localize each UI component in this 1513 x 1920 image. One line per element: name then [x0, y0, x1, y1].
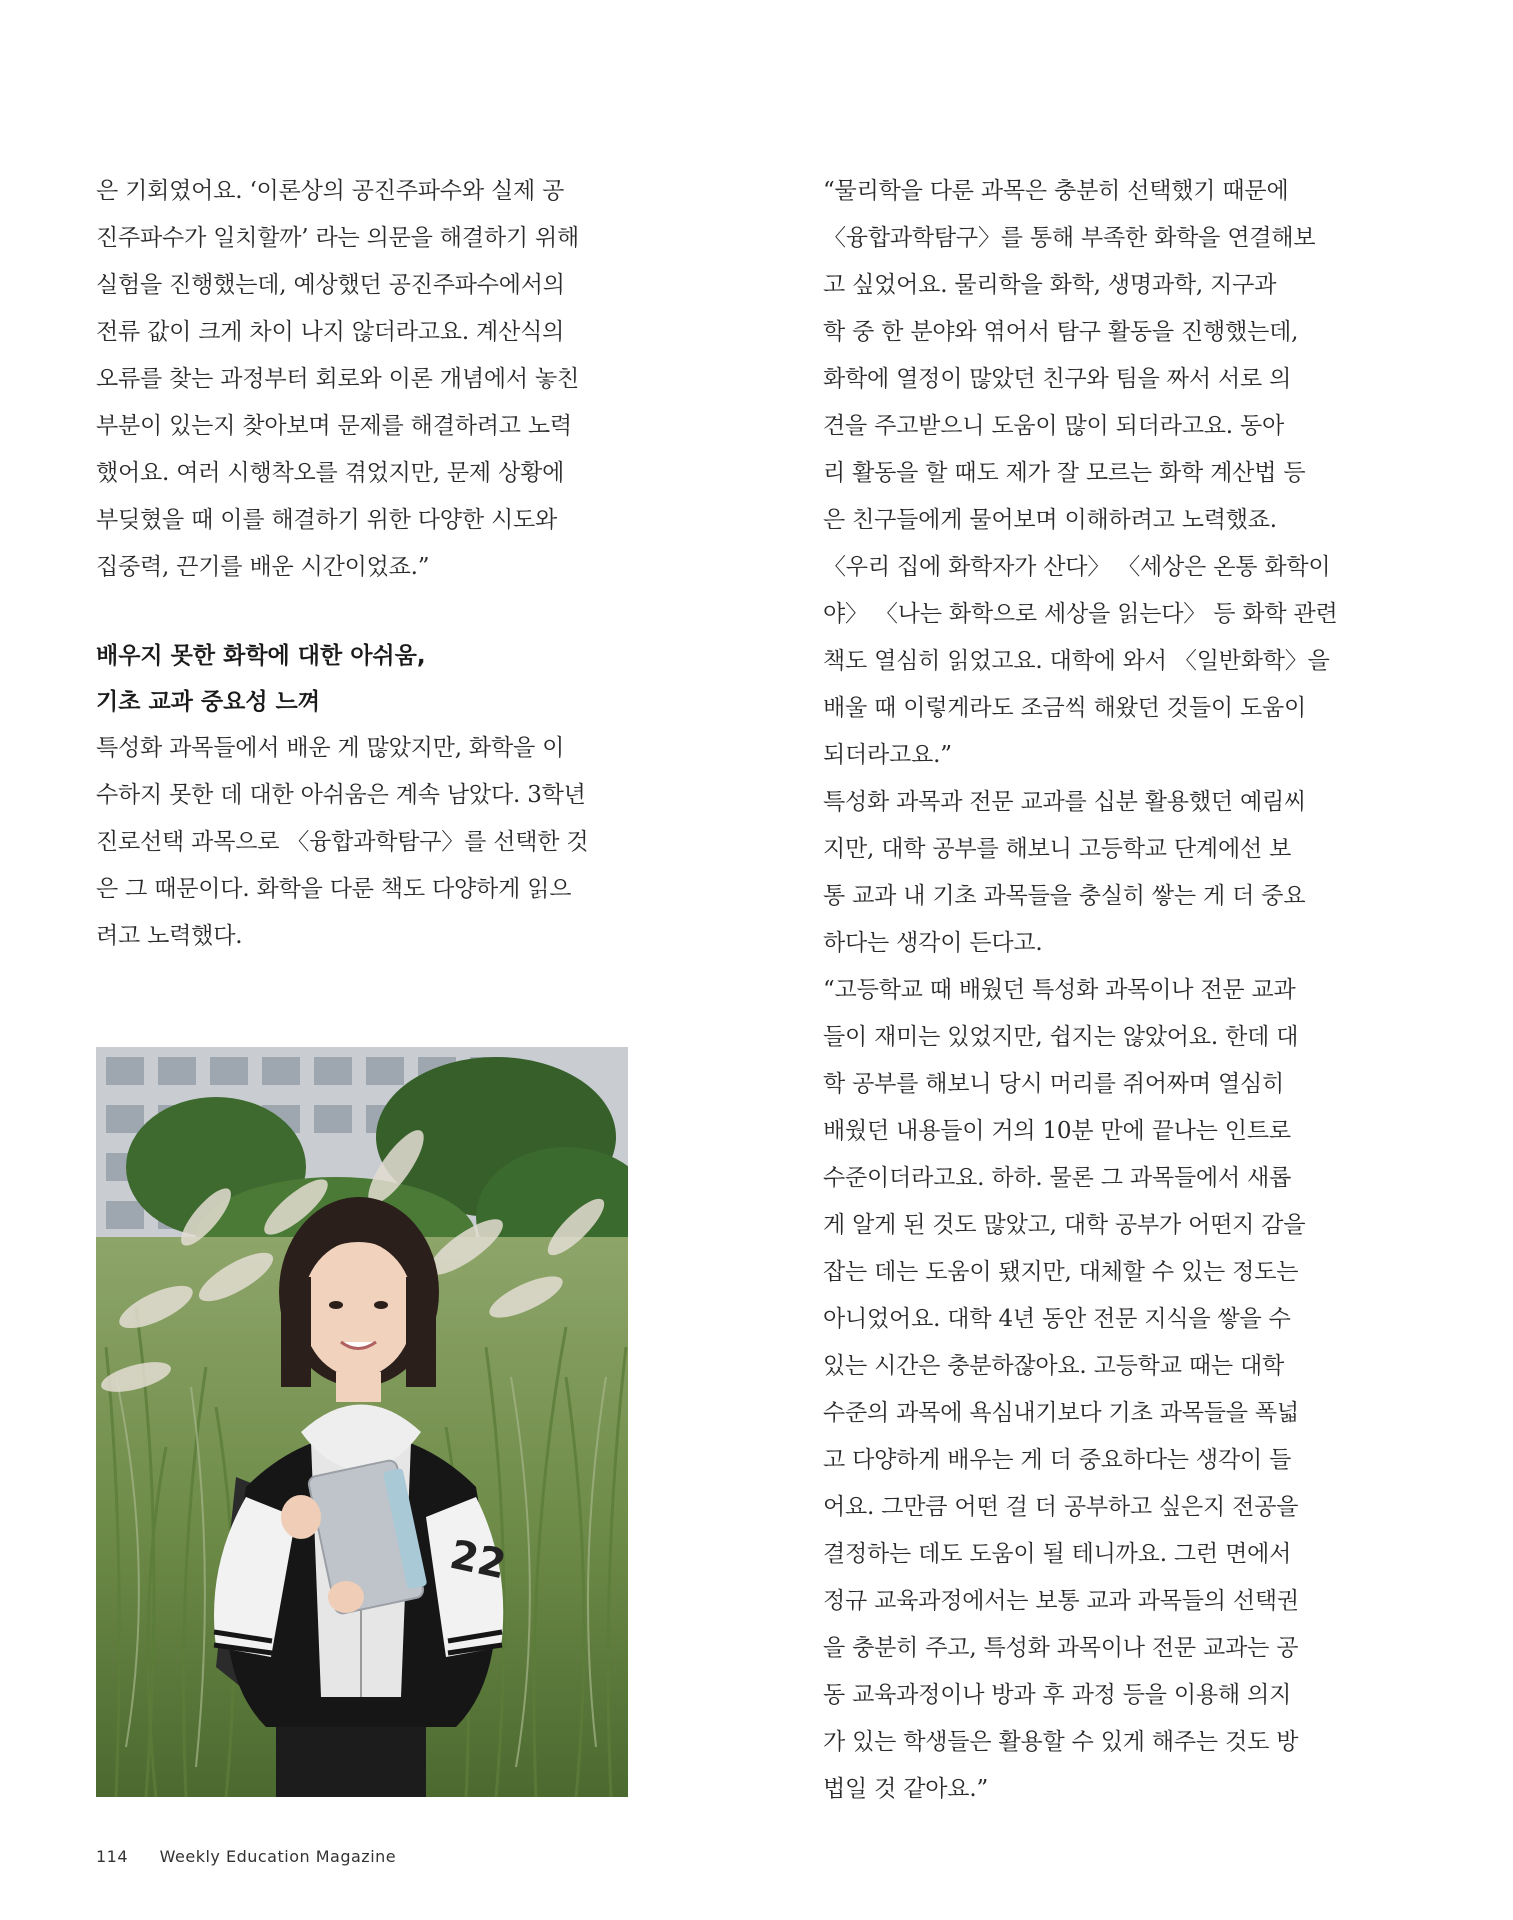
- text-line: 려고 노력했다.: [96, 923, 243, 949]
- text-line: 되더라고요.”: [823, 742, 952, 768]
- text-line: 〈우리 집에 화학자가 산다〉 〈세상은 온통 화학이: [823, 554, 1331, 580]
- text-line: 통 교과 내 기초 과목들을 충실히 쌓는 게 더 중요: [823, 883, 1306, 909]
- quote-paragraph: [823, 168, 1356, 779]
- text-line: 화학에 열정이 많았던 친구와 팀을 짜서 서로 의: [823, 366, 1292, 392]
- text-line: 〈융합과학탐구〉를 통해 부족한 화학을 연결해보: [823, 225, 1316, 251]
- body-paragraph: [96, 725, 628, 960]
- body-paragraph: [823, 779, 1356, 967]
- text-line: 정규 교육과정에서는 보통 교과 과목들의 선택권: [823, 1588, 1299, 1614]
- text-line: 결정하는 데도 도움이 될 테니까요. 그런 면에서: [823, 1541, 1292, 1567]
- text-line: 집중력, 끈기를 배운 시간이었죠.”: [96, 554, 430, 580]
- left-column: [96, 168, 628, 960]
- text-line: 책도 열심히 읽었고요. 대학에 와서 〈일반화학〉을: [823, 648, 1330, 674]
- section-subheading: [96, 633, 628, 725]
- quote-paragraph: [96, 168, 628, 591]
- text-line: 견을 주고받으니 도움이 많이 되더라고요. 동아: [823, 413, 1285, 439]
- text-line: 은 그 때문이다. 화학을 다룬 책도 다양하게 읽으: [96, 876, 572, 902]
- text-line: 게 알게 된 것도 많았고, 대학 공부가 어떤지 감을: [823, 1212, 1306, 1238]
- text-line: 수준이더라고요. 하하. 물론 그 과목들에서 새롭: [823, 1165, 1292, 1191]
- text-line: 아니었어요. 대학 4년 동안 전문 지식을 쌓을 수: [823, 1306, 1291, 1332]
- text-line: 은 기회였어요. ‘이론상의 공진주파수와 실제 공: [96, 178, 565, 204]
- text-line: 고 다양하게 배우는 게 더 중요하다는 생각이 들: [823, 1447, 1292, 1473]
- page-footer: [96, 1847, 396, 1866]
- text-line: 고 싶었어요. 물리학을 화학, 생명과학, 지구과: [823, 272, 1277, 298]
- text-line: 수하지 못한 데 대한 아쉬움은 계속 남았다. 3학년: [96, 782, 586, 808]
- text-line: 했어요. 여러 시행착오를 겪었지만, 문제 상황에: [96, 460, 565, 486]
- subheading-line: 배우지 못한 화학에 대한 아쉬움,: [96, 643, 426, 669]
- text-line: 들이 재미는 있었지만, 쉽지는 않았어요. 한데 대: [823, 1024, 1299, 1050]
- text-line: 야〉 〈나는 화학으로 세상을 읽는다〉 등 화학 관련: [823, 601, 1338, 627]
- text-line: 어요. 그만큼 어떤 걸 더 공부하고 싶은지 전공을: [823, 1494, 1299, 1520]
- text-line: 리 활동을 할 때도 제가 잘 모르는 화학 계산법 등: [823, 460, 1306, 486]
- text-line: 오류를 찾는 과정부터 회로와 이론 개념에서 놓친: [96, 366, 580, 392]
- right-column: [823, 168, 1356, 1813]
- subheading-line: 기초 교과 중요성 느껴: [96, 689, 320, 715]
- text-line: 특성화 과목과 전문 교과를 십분 활용했던 예림씨: [823, 789, 1307, 815]
- text-line: 가 있는 학생들은 활용할 수 있게 해주는 것도 방: [823, 1729, 1299, 1755]
- text-line: 지만, 대학 공부를 해보니 고등학교 단계에선 보: [823, 836, 1292, 862]
- text-line: “물리학을 다룬 과목은 충분히 선택했기 때문에: [823, 178, 1289, 204]
- text-line: 배웠던 내용들이 거의 10분 만에 끝나는 인트로: [823, 1118, 1291, 1144]
- page-number: 114: [96, 1847, 129, 1866]
- text-line: 학 중 한 분야와 엮어서 탐구 활동을 진행했는데,: [823, 319, 1299, 345]
- jacket-number: 22: [445, 1531, 510, 1589]
- text-line: 실험을 진행했는데, 예상했던 공진주파수에서의: [96, 272, 565, 298]
- quote-paragraph: [823, 967, 1356, 1813]
- text-line: 부딪혔을 때 이를 해결하기 위한 다양한 시도와: [96, 507, 558, 533]
- text-line: 전류 값이 크게 차이 나지 않더라고요. 계산식의: [96, 319, 565, 345]
- text-line: 배울 때 이렇게라도 조금씩 해왔던 것들이 도움이: [823, 695, 1307, 721]
- text-line: 진주파수가 일치할까’ 라는 의문을 해결하기 위해: [96, 225, 580, 251]
- text-line: 하다는 생각이 든다고.: [823, 930, 1043, 956]
- text-line: 동 교육과정이나 방과 후 과정 등을 이용해 의지: [823, 1682, 1292, 1708]
- text-line: 을 충분히 주고, 특성화 과목이나 전문 교과는 공: [823, 1635, 1299, 1661]
- text-line: 진로선택 과목으로 〈융합과학탐구〉를 선택한 것: [96, 829, 589, 855]
- text-line: 학 공부를 해보니 당시 머리를 쥐어짜며 열심히: [823, 1071, 1285, 1097]
- student-photo: [96, 1047, 628, 1797]
- text-line: 있는 시간은 충분하잖아요. 고등학교 때는 대학: [823, 1353, 1285, 1379]
- text-line: 법일 것 같아요.”: [823, 1776, 988, 1802]
- text-line: 은 친구들에게 물어보며 이해하려고 노력했죠.: [823, 507, 1277, 533]
- text-line: 잡는 데는 도움이 됐지만, 대체할 수 있는 정도는: [823, 1259, 1299, 1285]
- text-line: 특성화 과목들에서 배운 게 많았지만, 화학을 이: [96, 735, 565, 761]
- text-line: “고등학교 때 배웠던 특성화 과목이나 전문 교과: [823, 977, 1296, 1003]
- text-line: 수준의 과목에 욕심내기보다 기초 과목들을 폭넓: [823, 1400, 1299, 1426]
- publication-name: Weekly Education Magazine: [159, 1847, 397, 1866]
- text-line: 부분이 있는지 찾아보며 문제를 해결하려고 노력: [96, 413, 572, 439]
